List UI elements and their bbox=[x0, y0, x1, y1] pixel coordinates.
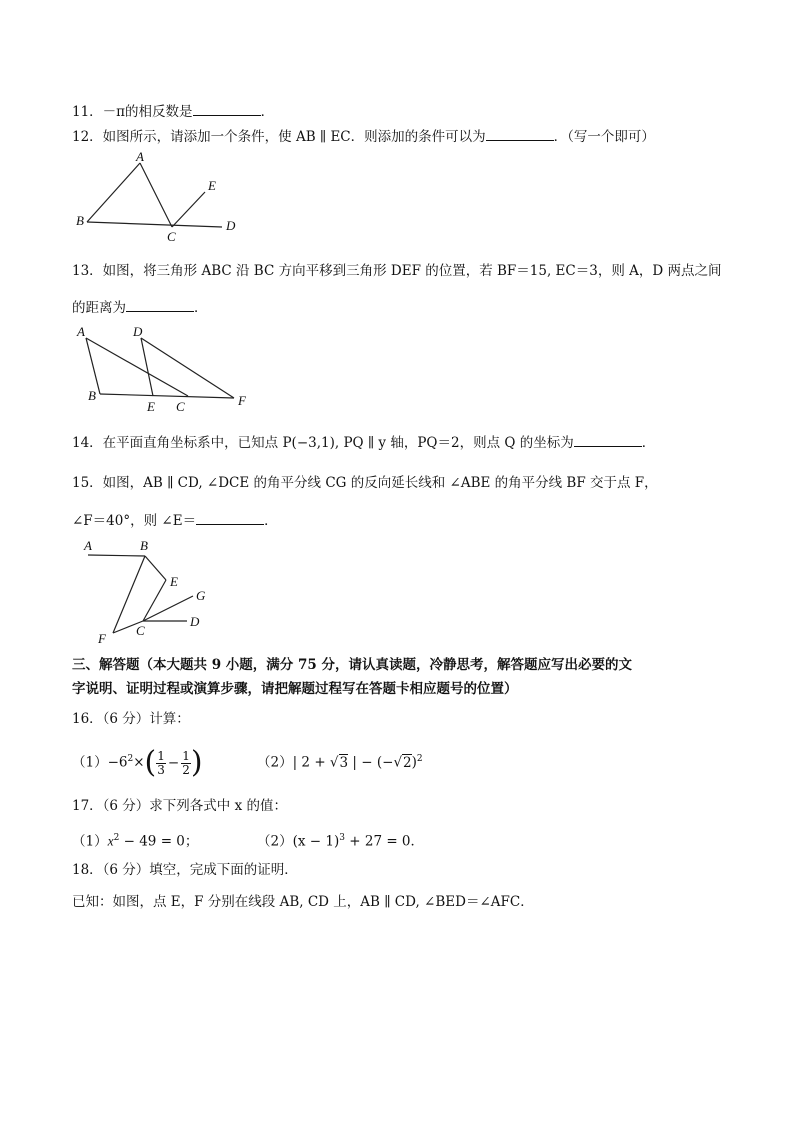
question-13-line1: 13．如图，将三角形 ABC 沿 BC 方向平移到三角形 DEF 的位置，若 BF＝15, EC＝3，则 A，D 两点之间 bbox=[72, 263, 722, 279]
left-paren: ( bbox=[144, 745, 157, 780]
exponent: 2 bbox=[113, 833, 120, 843]
question-15-line1: 15．如图，AB ∥ CD, ∠DCE 的角平分线 CG 的反向延长线和 ∠ABE 的角平分线 BF 交于点 F， bbox=[72, 475, 658, 491]
part-1-label: （1） bbox=[72, 833, 108, 850]
label-F: F bbox=[238, 393, 246, 408]
question-17-part-2 bbox=[257, 829, 424, 851]
section-3-heading-line2: 字说明、证明过程或演算步骤，请把解题过程写在答题卡相应题号的位置） bbox=[72, 681, 518, 697]
question-12-end: ．（写一个即可） bbox=[553, 129, 655, 145]
variable-x: x bbox=[107, 833, 114, 849]
question-12-text: 12．如图所示，请添加一个条件，使 AB ∥ EC．则添加的条件可以为 bbox=[72, 129, 486, 145]
expr-part-a: | 2 + bbox=[292, 754, 330, 771]
numerator: 1 bbox=[182, 748, 190, 763]
segment-be bbox=[145, 556, 166, 580]
exponent: 2 bbox=[416, 754, 423, 764]
label-E: E bbox=[147, 399, 155, 414]
question-18-given: 已知：如图，点 E，F 分别在线段 AB, CD 上，AB ∥ CD, ∠BED＝∠AFC． bbox=[72, 894, 534, 910]
question-18-title: 18．（6 分）填空，完成下面的证明． bbox=[72, 862, 298, 878]
label-C: C bbox=[167, 229, 176, 244]
radicand-3: 3 bbox=[339, 754, 349, 771]
question-14-end: ． bbox=[641, 435, 656, 451]
label-D: D bbox=[133, 324, 143, 339]
exponent: 3 bbox=[339, 833, 345, 843]
label-C: C bbox=[176, 399, 185, 414]
expr-neg6: −6 bbox=[107, 754, 128, 771]
question-13-end: ． bbox=[194, 300, 208, 316]
exponent: 2 bbox=[127, 754, 134, 764]
right-paren: ) bbox=[190, 745, 203, 780]
equation-rest: + 27 = 0． bbox=[344, 833, 425, 850]
question-14-text: 14．在平面直角坐标系中，已知点 P(−3,1), PQ ∥ y 轴，PQ＝2，则点 Q 的坐标为 bbox=[72, 435, 574, 451]
label-G: G bbox=[196, 588, 206, 603]
fraction-1-3 bbox=[156, 750, 166, 777]
label-E: E bbox=[208, 178, 216, 193]
expr-base: (x − 1) bbox=[292, 833, 340, 850]
question-17-part-1 bbox=[72, 829, 198, 851]
label-B: B bbox=[88, 388, 96, 403]
label-D: D bbox=[226, 218, 236, 233]
question-11-text: 11．－π的相反数是 bbox=[72, 104, 193, 120]
equation-rest: − 49 = 0； bbox=[119, 833, 199, 850]
part-1-label: （1） bbox=[72, 754, 108, 771]
question-11-end: ． bbox=[260, 104, 275, 120]
radicand-2: 2 bbox=[403, 754, 412, 771]
question-17-title: 17．（6 分）求下列各式中 x 的值： bbox=[72, 798, 288, 814]
minus-sign: − bbox=[167, 754, 180, 771]
label-C: C bbox=[136, 623, 145, 638]
numerator: 1 bbox=[157, 748, 165, 763]
label-F: F bbox=[98, 631, 106, 646]
times-sign: × bbox=[133, 754, 145, 771]
expr-part-c: ) bbox=[411, 754, 417, 771]
label-A: A bbox=[77, 324, 85, 339]
part-2-label: （2） bbox=[257, 754, 293, 771]
label-B: B bbox=[140, 538, 148, 553]
fraction-1-2 bbox=[181, 750, 191, 777]
label-A: A bbox=[136, 149, 144, 164]
label-D: D bbox=[190, 614, 200, 629]
segment-bf bbox=[113, 556, 145, 633]
denominator: 3 bbox=[157, 762, 165, 777]
question-16-part-2 bbox=[257, 750, 423, 772]
label-E: E bbox=[170, 574, 178, 589]
expr-part-b: | − (− bbox=[348, 754, 394, 771]
section-3-heading-line1: 三、解答题（本大题共 9 小题，满分 75 分，请认真读题，冷静思考，解答题应写出必要的文 bbox=[72, 657, 632, 673]
question-15-text: ∠F＝40°，则 ∠E＝ bbox=[72, 513, 197, 529]
sqrt-icon: √ bbox=[393, 754, 403, 771]
question-13-text: 的距离为 bbox=[72, 300, 126, 316]
question-16-part-1 bbox=[72, 744, 203, 778]
question-15-end: ． bbox=[264, 513, 278, 529]
denominator: 2 bbox=[182, 762, 190, 777]
label-A: A bbox=[84, 538, 92, 553]
sqrt-icon: √ bbox=[329, 754, 339, 771]
part-2-label: （2） bbox=[257, 833, 293, 850]
label-B: B bbox=[76, 213, 84, 228]
question-16-title: 16．（6 分）计算： bbox=[72, 711, 190, 727]
segment-ab bbox=[88, 555, 145, 556]
